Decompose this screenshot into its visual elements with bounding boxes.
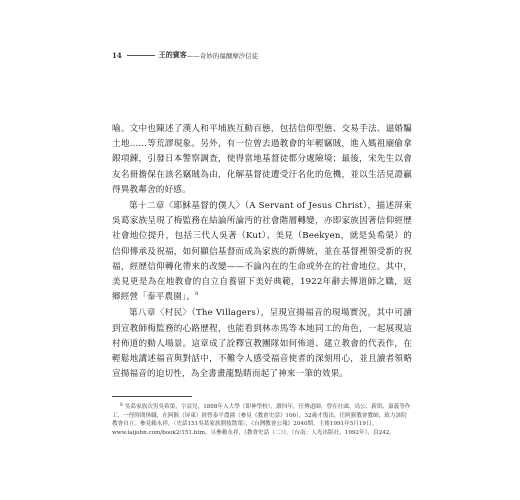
paragraph-2-text: 第十二章〈耶穌基督的僕人〉（A Servant of Jesus Christ），描述屏東吳葛家族呈現了梅監務在結論所論沔的社會階層轉變，亦即家族因著信仰經歷社會地位提升，包括三代人吳著（Kut）、美見（Beekyen，就是吳希榮）的信仰傳承及祝福，如何顯信基督而成為家族的新傳統，並在基督裡領受新的祝福，經歷信仰轉化帶來的改變——不論內在的生命或外在的社會地位。其中，美見更是為在地教會的自立自養留下美好典範，1922年辭去傳道師之職，返鄉經營「泰平農園」。 — [112, 201, 412, 303]
paragraph-1: 喻。文中也陳述了漢人和平埔族互動百態，包括信仰型態、交易手法、逼婚騙土地……等荒謬現象。另外，有一位曾去過教會的年輕竊賊，進入媽祖廟偷拿銀項鍊，引發日本警察調查，使得當地基督徒都分處險境；最後，宋先生以會友名冊擔保在該名竊賊為由，化解基督徒遭受汙名化的危機，並以生活見證贏得異教鄰舍的好感。 — [112, 124, 412, 195]
page-number: 14 — [112, 50, 122, 60]
paragraph-3: 第八章〈村民〉（The Villagers），呈現宣揚福音的現場實況，其中可讀到宣教師梅監務的心路歷程，也能看到林赤馬等本地同工的角色，一起展現這村佈道的動人場景。這章成了詮釋宣教團隊如何佈道、建立教會的代表作，在輕鬆地講述福音與對話中，不難令人感受福音使者的深刻用心，並且讀者領略宣揚福音的迫切性，為全書畫龍點睛而起了神來一筆的效果。 — [112, 308, 412, 380]
paragraph-2 — [112, 199, 412, 305]
page-body — [112, 122, 412, 443]
book-title: 王的賓客 — [158, 50, 187, 59]
footnote-divider — [112, 396, 192, 397]
running-header — [112, 48, 258, 62]
footnote — [112, 403, 412, 437]
footnote-text: 吳葛家族次男吳希榮，字益兒，1898年入大學（即神學校），讀四年，任傳道師，曾在社頭、鳥公、新街、嘉義等作工，一徑時間休職，在阿猴（屏東）經營泰平農園（參見《教會史話》106），32歲才復出，任阿猴教會教師，致力該院教會自立。參見賴永祥，〈史話151吳葛家族開枝散葉〉，《台灣教會公報》2040期，主後1991年5月19日。www.laijohn.com/book2/151.htm。另參賴永祥，《教會史話（二）》，（台南：人光出版社，1992年），頁242。 — [112, 404, 411, 436]
book-subtitle: ——奇妙的福爾摩沙信徒 — [186, 51, 259, 60]
footnote-number: 8 — [120, 402, 123, 408]
footnote-reference: 8 — [195, 291, 199, 298]
header-rule — [127, 55, 155, 56]
